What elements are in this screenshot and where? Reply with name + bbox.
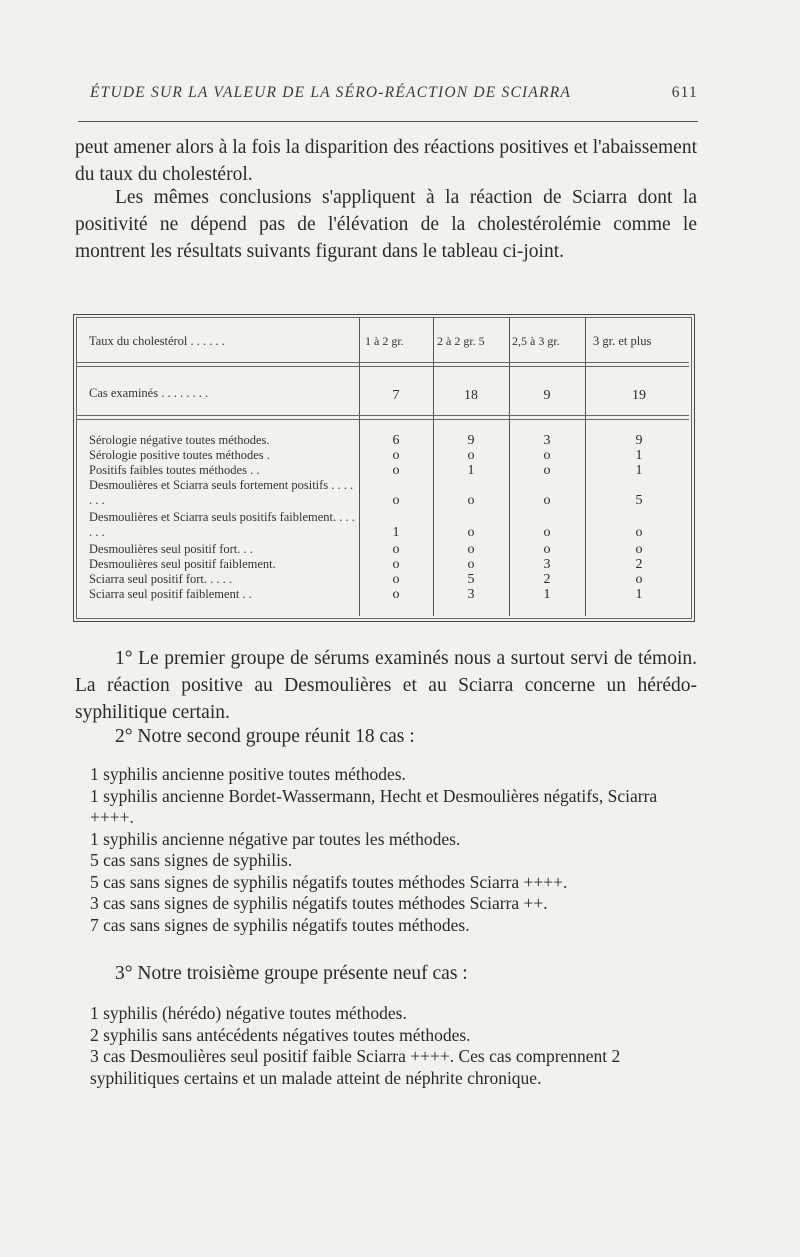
table-cell: o [467,448,475,463]
running-title: ÉTUDE SUR LA VALEUR DE LA SÉRO-RÉACTION DE SCIARRA [90,84,572,101]
table-cell: 1 [635,448,643,463]
cases-value: 19 [632,388,646,403]
table-cell: 2 [635,557,643,572]
table-cell: o [392,448,400,463]
row-label: Sérologie positive toutes méthodes . [89,448,270,462]
list-item: 5 cas sans signes de syphilis négatifs toutes méthodes Sciarra ++++. [90,871,568,892]
list-item: 2 syphilis sans antécédents négatives toutes méthodes. [90,1024,471,1045]
row-label: Desmoulières et Sciarra seuls fortement positifs . . . . . . . [89,478,354,507]
intro-paragraph-2: Les mêmes conclusions s'appliquent à la réaction de Sciarra dont la positivité ne dépend pas de l'élévation de la cholestérolémie comme le montrent les résultats suivants figurant dans le tableau ci-joint. [75,187,697,262]
table-cell: o [467,525,475,540]
list-item: 1 syphilis (hérédo) négative toutes méthodes. [90,1003,407,1023]
page-number: 611 [671,84,698,101]
col-header-1: 1 à 2 gr. [365,334,404,348]
header-label: Taux du cholestérol . . . . . . [89,334,225,348]
table-cell: o [392,557,400,572]
row-label: Positifs faibles toutes méthodes . . [89,463,260,477]
table-cell: 2 [543,572,551,587]
row-label: Desmoulières et Sciarra seuls positifs faiblement. . . . . . . [89,510,355,539]
col-header-3: 2,5 à 3 gr. [512,334,560,348]
table-cell: o [543,463,551,478]
table-cell: 3 [543,433,551,448]
row-label: Sciarra seul positif faiblement . . [89,587,252,601]
list-item: 1 syphilis ancienne positive toutes méthodes. [90,764,406,784]
list-item: 7 cas sans signes de syphilis négatifs toutes méthodes. [90,914,470,935]
header-rule [78,121,698,122]
cases-value: 7 [392,388,400,403]
list-item: 3 cas Desmoulières seul positif faible Sciarra ++++. Ces cas comprennent 2 syphilitiques certains et un malade atteint de néphrite chronique. [90,1046,621,1088]
table-cell: o [467,542,475,557]
list-item: 5 cas sans signes de syphilis. [90,850,293,870]
table-cell: o [392,587,400,602]
row-label: Sciarra seul positif fort. . . . . [89,572,233,586]
table-cell: o [635,542,643,557]
row-label: Desmoulières seul positif fort. . . [89,542,253,556]
row-divider-2b [77,419,689,420]
row-label: Desmoulières seul positif faiblement. [89,557,276,571]
table-cell: o [543,542,551,557]
row-label: Sérologie négative toutes méthodes. [89,433,270,447]
cases-value: 18 [464,388,478,403]
table-cell: 3 [467,587,475,602]
table-cell: o [392,572,400,587]
table-cell: 6 [392,433,400,448]
cases-label: Cas examinés . . . . . . . . [89,386,209,400]
cases-value: 9 [543,388,551,403]
table-cell: 1 [635,463,643,478]
table-cell: 1 [467,463,475,478]
table-cell: 1 [543,587,551,602]
cholesterol-table [73,314,695,622]
table-cell: o [467,557,475,572]
table-cell: 9 [635,433,643,448]
group3-list [90,1003,698,1089]
group1-paragraph: 1° Le premier groupe de sérums examinés nous a surtout servi de témoin. La réaction positive au Desmoulières et au Sciarra concerne un hérédo-syphilitique certain. [75,648,697,723]
table-cell: o [543,493,551,508]
table-cell: 1 [392,525,400,540]
table-cell: o [543,525,551,540]
list-item: 3 cas sans signes de syphilis négatifs toutes méthodes Sciarra ++. [90,893,548,913]
list-item: 1 syphilis ancienne Bordet-Wassermann, Hecht et Desmoulières négatifs, Sciarra ++++. [90,785,658,827]
intro-paragraph-1: peut amener alors à la fois la disparition des réactions positives et l'abaissement du taux du cholestérol. [75,137,697,185]
group2-heading: 2° Notre second groupe réunit 18 cas : [115,726,415,747]
table-cell: 5 [467,572,475,587]
col-header-4: 3 gr. et plus [593,334,652,348]
row-divider-1b [77,366,689,367]
table-cell: o [635,525,643,540]
table-cell: o [392,542,400,557]
group3-heading: 3° Notre troisième groupe présente neuf cas : [115,963,468,984]
table-cell: 1 [635,587,643,602]
group2-list [90,764,698,936]
table-cell: 3 [543,557,551,572]
table-cell: 5 [635,493,643,508]
table-cell: o [392,493,400,508]
table-cell: 9 [467,433,475,448]
table-cell: o [467,493,475,508]
table-cell: o [392,463,400,478]
row-divider-2 [77,415,689,416]
table-cell: o [635,572,643,587]
row-divider-1 [77,362,689,363]
table-cell: o [543,448,551,463]
col-header-2: 2 à 2 gr. 5 [437,334,485,348]
list-item: 1 syphilis ancienne négative par toutes les méthodes. [90,828,461,849]
